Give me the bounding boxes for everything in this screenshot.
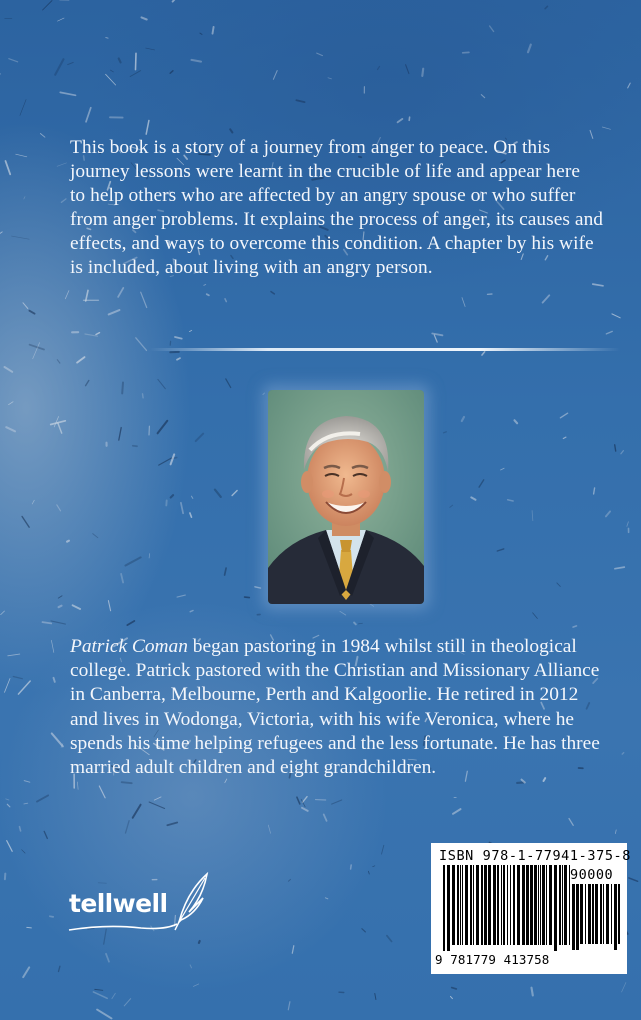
barcode-bar: [562, 865, 563, 945]
speckle: [121, 574, 123, 583]
speckle: [95, 989, 103, 990]
speckle: [51, 621, 65, 624]
speckle: [12, 236, 30, 239]
speckle: [146, 121, 149, 135]
speckle: [204, 285, 206, 286]
speckle: [528, 45, 531, 53]
speckle: [146, 48, 155, 50]
speckle: [452, 988, 457, 989]
speckle: [27, 927, 32, 928]
speckle: [24, 781, 30, 783]
blurb-line: This book is a story of a journey from anger to peace. On this: [70, 137, 551, 158]
speckle: [133, 805, 141, 818]
barcode-bar: [526, 865, 529, 945]
speckle: [482, 352, 485, 355]
bio-line: college. Patrick pastored with the Christian and Missionary Alliance: [70, 660, 600, 682]
speckle: [462, 417, 464, 421]
barcode-bar: [588, 884, 591, 944]
speckle: [422, 69, 423, 76]
speckle: [141, 292, 147, 307]
speckle: [354, 623, 356, 625]
speckle: [612, 314, 620, 318]
speckle: [7, 804, 10, 807]
blurb-line: to help others who are affected by an angry spouse or who suffer: [70, 185, 576, 207]
speckle: [255, 587, 261, 588]
speckle: [1, 611, 5, 615]
bio-line-text: began pastoring in 1984 whilst still in theological: [187, 636, 577, 657]
speckle: [108, 601, 110, 611]
barcode-bar: [611, 884, 612, 944]
speckle: [23, 967, 29, 977]
speckle: [593, 284, 603, 286]
speckle: [594, 488, 595, 494]
bio-line: and lives in Wodonga, Victoria, with his wife Veronica, where he: [70, 708, 575, 730]
speckle: [6, 799, 9, 800]
speckle: [173, 0, 175, 2]
speckle: [398, 119, 403, 122]
barcode-bar: [580, 884, 583, 944]
speckle: [560, 413, 567, 418]
speckle: [481, 95, 484, 98]
speckle: [106, 954, 109, 962]
speckle: [142, 17, 147, 19]
blurb-line: is included, about living with an angry person.: [70, 257, 433, 279]
speckle: [54, 417, 58, 427]
speckle: [332, 800, 342, 804]
speckle: [190, 965, 191, 968]
speckle: [245, 597, 250, 598]
barcode-bar: [569, 865, 570, 945]
speckle: [122, 383, 123, 394]
barcode-bar: [576, 884, 579, 950]
speckle: [65, 291, 69, 299]
speckle: [288, 879, 290, 881]
speckle: [119, 59, 121, 63]
speckle: [106, 74, 116, 85]
speckle: [563, 437, 566, 438]
barcode-bar: [465, 865, 468, 945]
speckle: [362, 929, 366, 932]
speckle: [9, 59, 18, 62]
speckle: [167, 823, 177, 826]
speckle: [127, 621, 134, 625]
speckle: [126, 821, 130, 833]
speckle: [192, 60, 202, 62]
portrait-painting: [268, 390, 424, 604]
barcode-bar: [592, 884, 594, 944]
speckle: [207, 294, 209, 295]
speckle: [368, 871, 369, 874]
speckle: [60, 92, 75, 95]
speckle: [158, 379, 165, 388]
speckle: [622, 983, 626, 993]
speckle: [118, 288, 123, 297]
speckle: [122, 782, 132, 783]
barcode-bar: [549, 865, 552, 945]
divider-rule: [150, 348, 620, 351]
speckle: [58, 18, 65, 21]
speckle: [86, 108, 91, 122]
speckle: [215, 490, 221, 497]
speckle: [7, 841, 13, 852]
speckle: [190, 611, 193, 612]
publisher-name: tellwell: [69, 889, 168, 918]
speckle: [57, 163, 66, 166]
speckle: [20, 827, 21, 831]
barcode-bar: [572, 884, 575, 950]
barcode-bar: [497, 865, 499, 945]
speckle: [136, 53, 137, 69]
speckle: [109, 310, 120, 314]
speckle: [86, 290, 88, 301]
speckle: [225, 568, 227, 575]
barcode-bar: [522, 865, 525, 945]
barcode-bar: [542, 865, 545, 945]
barcode-bar: [470, 865, 472, 945]
speckle: [136, 338, 147, 351]
barcode-bar: [618, 884, 620, 944]
speckle: [68, 62, 74, 64]
barcode-bar: [540, 865, 541, 945]
speckle: [97, 1010, 111, 1019]
speckle: [292, 946, 294, 954]
speckle: [171, 454, 175, 464]
speckle: [59, 966, 60, 971]
speckle: [606, 511, 610, 516]
speckle: [40, 134, 45, 138]
barcode-bar: [476, 865, 479, 945]
speckle: [159, 458, 172, 465]
speckle: [387, 936, 392, 942]
speckle: [22, 517, 29, 528]
speckle: [192, 496, 193, 498]
speckle: [479, 480, 484, 487]
speckle: [13, 677, 22, 679]
speckle: [573, 626, 577, 627]
speckle: [490, 26, 494, 32]
barcode-bar: [513, 865, 515, 945]
speckle: [73, 605, 81, 609]
speckle: [297, 797, 300, 804]
speckle: [77, 357, 84, 363]
speckle: [110, 70, 113, 72]
speckle: [18, 681, 30, 694]
speckle: [171, 495, 173, 497]
speckle: [93, 992, 107, 998]
barcode-bar: [460, 865, 461, 945]
speckle: [5, 679, 11, 693]
speckle: [324, 814, 327, 821]
speckle: [177, 595, 185, 597]
speckle: [29, 311, 34, 314]
speckle: [190, 330, 192, 331]
speckle: [130, 71, 140, 77]
speckle: [43, 622, 52, 623]
speckle: [621, 451, 624, 454]
speckle: [325, 898, 327, 899]
barcode-bar: [585, 884, 586, 944]
barcode-bar: [510, 865, 511, 945]
speckle: [5, 367, 13, 372]
speckle: [225, 299, 226, 302]
speckle: [96, 333, 100, 335]
speckle: [434, 335, 437, 342]
barcode-bar: [447, 865, 450, 951]
barcode-bar: [600, 884, 602, 944]
speckle: [515, 420, 518, 423]
speckle: [9, 402, 14, 405]
speckle: [126, 557, 141, 565]
speckle: [627, 522, 629, 527]
barcode-bar: [517, 865, 520, 945]
speckle: [451, 996, 453, 998]
speckle: [375, 994, 376, 1000]
speckle: [16, 154, 27, 157]
speckle: [226, 379, 231, 388]
speckle: [471, 497, 475, 499]
barcode-bar: [443, 865, 445, 951]
speckle: [154, 797, 161, 800]
speckle: [190, 513, 192, 517]
speckle: [37, 795, 48, 801]
blurb-line: effects, and ways to overcome this condition. A chapter by his wife: [70, 233, 594, 255]
quill-feather-icon: [67, 872, 212, 942]
author-name: Patrick Coman: [70, 636, 188, 657]
speckle: [230, 129, 232, 132]
speckle: [50, 916, 53, 917]
speckle: [6, 427, 15, 431]
ean-digits: 9 781779 413758: [435, 952, 550, 967]
addon-bars: [572, 884, 622, 950]
barcode-bar: [595, 884, 598, 944]
speckle: [200, 33, 202, 34]
bio-line: in Canberra, Melbourne, Perth and Kalgoorlie. He retired in 2012: [70, 684, 579, 706]
speckle: [8, 654, 20, 656]
speckle: [373, 866, 375, 867]
speckle: [382, 845, 384, 854]
speckle: [77, 782, 78, 789]
ean-bars: [443, 865, 571, 951]
barcode-bar: [554, 865, 557, 951]
barcode-bar: [473, 865, 474, 945]
speckle: [444, 432, 447, 433]
barcode-bar: [530, 865, 533, 945]
speckle: [358, 623, 362, 624]
isbn-label: ISBN 978-1-77941-375-8: [439, 848, 632, 864]
speckle: [628, 83, 631, 88]
barcode-bar: [559, 865, 561, 945]
speckle: [112, 993, 115, 998]
speckle: [54, 678, 55, 682]
bio-line: married adult children and eight grandchildren.: [70, 757, 437, 779]
speckle: [213, 27, 214, 34]
speckle: [532, 988, 533, 996]
speckle: [44, 831, 47, 838]
speckle: [181, 503, 183, 514]
speckle: [55, 59, 63, 74]
speckle: [462, 298, 465, 307]
barcode-bar: [538, 865, 539, 945]
speckle: [175, 337, 182, 339]
speckle: [106, 38, 108, 39]
speckle: [296, 100, 304, 102]
speckle: [288, 1002, 290, 1010]
speckle: [158, 421, 168, 434]
barcode-bar: [507, 865, 508, 945]
speckle: [602, 127, 610, 129]
speckle: [615, 445, 616, 451]
speckle: [406, 65, 409, 74]
barcode-bar: [481, 865, 483, 945]
speckle: [99, 786, 105, 798]
speckle: [615, 830, 616, 834]
barcode-bar: [484, 865, 487, 945]
barcode-bar: [457, 865, 459, 945]
speckle: [303, 797, 308, 803]
bio-line: spends his time helping refugees and the less fortunate. He has three: [70, 732, 600, 754]
speckle: [351, 865, 352, 869]
speckle: [23, 303, 28, 309]
speckle: [532, 511, 533, 521]
speckle: [232, 491, 237, 496]
speckle: [450, 505, 453, 507]
barcode-bar: [462, 865, 463, 945]
speckle: [340, 611, 346, 615]
speckle: [508, 500, 513, 501]
speckle: [170, 71, 173, 73]
speckle: [497, 549, 503, 551]
speckle: [302, 808, 308, 811]
speckle: [606, 331, 612, 334]
speckle: [517, 782, 524, 783]
speckle: [58, 423, 62, 433]
book-description: [70, 136, 630, 281]
speckle: [569, 819, 573, 826]
speckle: [177, 358, 180, 360]
speckle: [0, 232, 2, 236]
speckle: [263, 393, 265, 395]
speckle: [193, 984, 199, 987]
speckle: [24, 803, 28, 804]
speckle: [149, 802, 165, 809]
speckle: [58, 596, 62, 598]
barcode-bar: [603, 884, 604, 944]
speckle: [629, 878, 638, 881]
barcode-bar: [564, 865, 567, 945]
speckle: [124, 999, 130, 1006]
speckle: [24, 197, 25, 199]
price-addon: 90000: [570, 867, 614, 883]
speckle: [22, 850, 26, 853]
speckle: [93, 534, 98, 538]
barcode-bar: [614, 884, 617, 950]
speckle: [43, 1, 52, 10]
speckle: [86, 381, 89, 386]
speckle: [119, 428, 121, 441]
speckle: [59, 606, 62, 607]
author-bio: [70, 635, 630, 780]
speckle: [32, 500, 34, 504]
isbn-barcode: [431, 843, 632, 974]
barcode-bar: [488, 865, 491, 945]
speckle: [6, 161, 11, 174]
speckle: [51, 640, 53, 652]
speckle: [328, 78, 332, 79]
speckle: [501, 468, 505, 470]
speckle: [57, 360, 60, 363]
speckle: [57, 505, 61, 511]
speckle: [317, 53, 323, 56]
speckle: [196, 434, 204, 442]
speckle: [67, 541, 69, 542]
speckle: [378, 67, 380, 70]
speckle: [133, 446, 137, 447]
speckle: [533, 613, 538, 619]
speckle: [268, 825, 270, 833]
blurb-line: from anger problems. It explains the process of anger, its causes and: [70, 209, 604, 231]
speckle: [271, 292, 274, 294]
speckle: [543, 295, 550, 302]
barcode-bar: [503, 865, 505, 945]
barcode-bar: [546, 865, 547, 945]
barcode-bar: [501, 865, 502, 945]
speckle: [545, 6, 547, 8]
author-portrait: [268, 390, 424, 604]
barcode-bar: [534, 865, 537, 945]
barcode-bar: [452, 865, 455, 945]
speckle: [61, 199, 66, 202]
speckle: [52, 734, 63, 747]
bio-line: [70, 635, 630, 659]
speckle: [557, 583, 560, 587]
barcode-bar: [606, 884, 609, 944]
barcode-bar: [493, 865, 496, 945]
blurb-line: journey lessons were learnt in the crucible of life and appear here: [70, 161, 580, 183]
speckle: [143, 394, 144, 398]
speckle: [149, 554, 150, 558]
publisher-logo: [67, 872, 212, 942]
speckle: [273, 71, 277, 80]
speckle: [615, 567, 624, 569]
speckle: [20, 100, 26, 116]
speckle: [453, 809, 461, 814]
speckle: [33, 343, 40, 359]
